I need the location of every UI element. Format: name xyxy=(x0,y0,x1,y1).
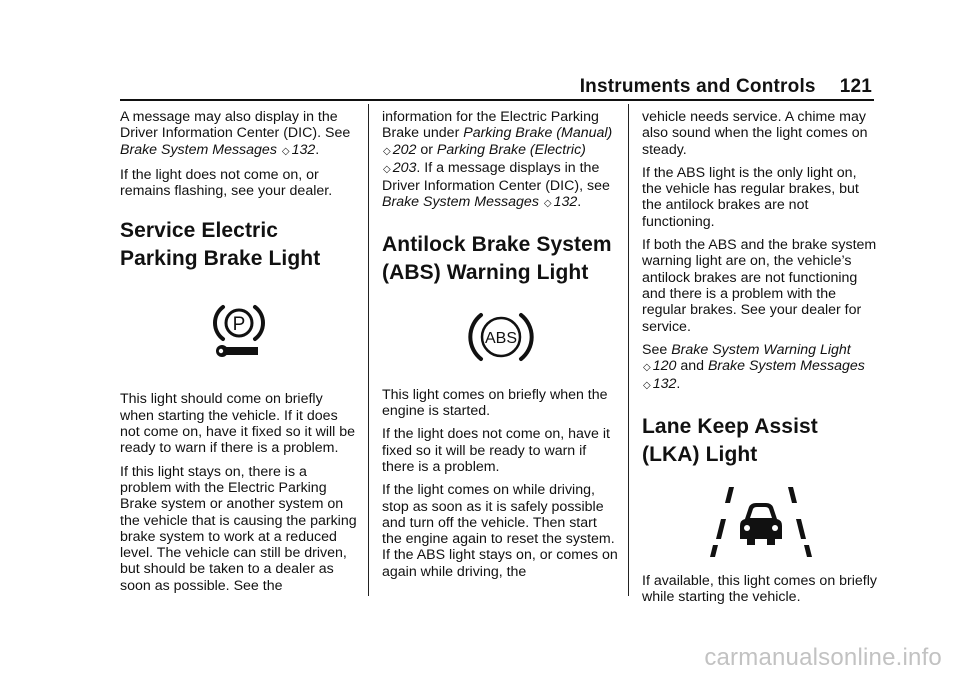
xref-page[interactable]: 132 xyxy=(291,141,316,158)
paragraph: This light comes on briefly when the engine is started. xyxy=(382,386,608,420)
paragraph: See Brake System Warning Light ◇ 120 and Brake System Messages ◇ 132. xyxy=(642,341,865,393)
watermark: carmanualsonline.info xyxy=(704,644,942,671)
paragraph: This light should come on briefly when starting the vehicle. If it does not come on, have it fixed so it will be ready to warn if there is a problem. xyxy=(120,391,356,457)
xref-link[interactable]: Brake System Messages xyxy=(382,194,539,211)
paragraph: If the light does not come on, have it fixed so it will be ready to warn if there is a problem. xyxy=(382,426,610,475)
page-number: 121 xyxy=(839,76,872,97)
xref-link[interactable]: Brake System Messages xyxy=(707,358,865,375)
paragraph: If the ABS light is the only light on, the vehicle has regular brakes, but the antilock brakes are not functioning. xyxy=(642,164,859,230)
xref-arrow-icon: ◇ xyxy=(643,380,651,392)
xref-page[interactable]: 132 xyxy=(553,194,578,211)
section-heading: Service Electric Parking Brake Light xyxy=(120,219,321,271)
paragraph: A message may also display in the Driver Information Center (DIC). See Brake System Messages ◇ 132. xyxy=(120,109,351,158)
abs-label: ABS xyxy=(484,329,518,347)
paragraph: If the light comes on while driving, stop as soon as it is safely possible and turn off the vehicle. Then start the engine again to reset the system. If the ABS light stays on, or comes on again while driving, the xyxy=(382,482,618,580)
paragraph: If available, this light comes on briefly while starting the vehicle. xyxy=(642,572,877,606)
column-1 xyxy=(120,109,358,601)
column-2 xyxy=(382,109,620,587)
parking-brake-service-icon xyxy=(209,299,269,365)
header-rule xyxy=(120,99,874,101)
xref-link[interactable]: Parking Brake (Manual) xyxy=(463,125,613,142)
column-divider-right xyxy=(628,104,629,596)
xref-page[interactable]: 120 xyxy=(652,358,677,375)
paragraph: If this light stays on, there is a problem with the Electric Parking Brake system or another system on the vehicle that is causing the parking brake system to work at a reduced level. The vehicle can still be driven, but should be taken to a dealer as soon as possible. See the xyxy=(120,463,357,594)
xref-arrow-icon: ◇ xyxy=(643,362,651,374)
page-header xyxy=(580,76,872,98)
xref-link[interactable]: Parking Brake (Electric) xyxy=(436,141,586,158)
section-title: Instruments and Controls xyxy=(579,76,816,97)
section-heading: Antilock Brake System (ABS) Warning Light xyxy=(382,232,612,284)
xref-arrow-icon: ◇ xyxy=(281,145,290,157)
paragraph: vehicle needs service. A chime may also sound when the light comes on steady. xyxy=(642,109,868,158)
paragraph: If both the ABS and the brake system warning light are on, the vehicle’s antilock brakes are not functioning and there is a problem with the regular brakes. See your dealer for service. xyxy=(642,237,877,335)
xref-page[interactable]: 132 xyxy=(652,376,677,393)
xref-page[interactable]: 202 xyxy=(392,141,417,158)
paragraph: information for the Electric Parking Brake under Parking Brake (Manual) ◇ 202 or Parking Brake (Electric) ◇ 203. If a message displays in the Driver Information Center (DIC), see Brake System Messages ◇ 132. xyxy=(382,109,613,211)
xref-arrow-icon: ◇ xyxy=(383,145,391,157)
lane-keep-assist-icon xyxy=(705,483,817,559)
column-3 xyxy=(642,109,880,612)
xref-arrow-icon: ◇ xyxy=(383,163,391,175)
xref-link[interactable]: Brake System Warning Light xyxy=(671,341,851,358)
section-heading: Lane Keep Assist (LKA) Light xyxy=(642,414,818,466)
parking-p-label: P xyxy=(232,314,246,336)
xref-arrow-icon: ◇ xyxy=(543,198,552,210)
column-divider-left xyxy=(368,104,369,596)
paragraph: If the light does not come on, or remains flashing, see your dealer. xyxy=(120,166,333,200)
xref-page[interactable]: 203 xyxy=(392,159,417,176)
xref-link[interactable]: Brake System Messages xyxy=(120,141,277,158)
abs-warning-icon xyxy=(463,309,539,365)
